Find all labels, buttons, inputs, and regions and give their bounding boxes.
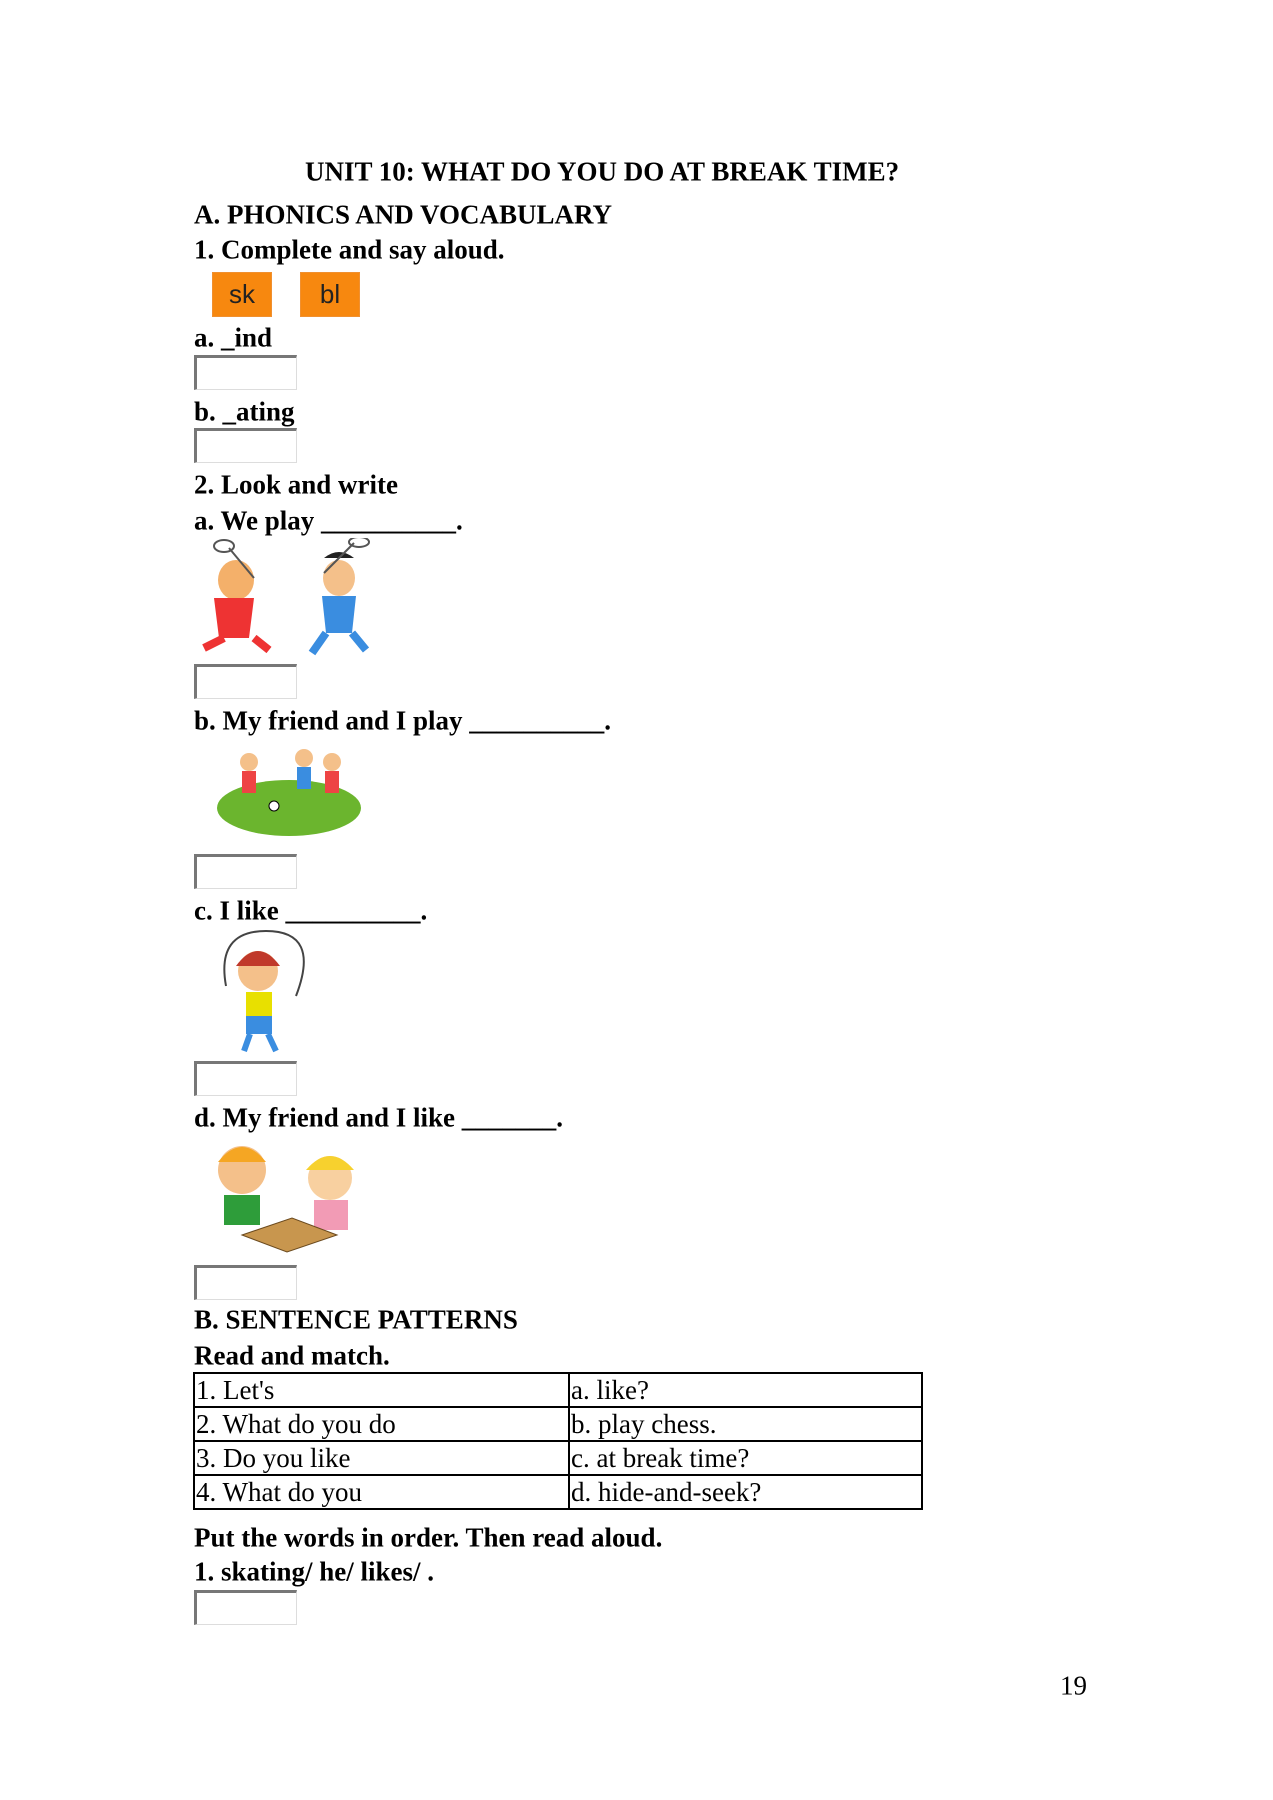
answer-input-2d[interactable] [194, 1265, 297, 1300]
exercise-1-title: 1. Complete and say aloud. [194, 234, 505, 265]
phonics-chip-bl: bl [300, 272, 360, 317]
chess-image [202, 1140, 370, 1256]
section-b-heading: B. SENTENCE PATTERNS [194, 1304, 518, 1335]
table-cell: 3. Do you like [194, 1441, 569, 1475]
ex2-item-c: c. I like __________. [194, 895, 428, 926]
ex1-item-a: a. _ind [194, 322, 273, 353]
answer-input-2c[interactable] [194, 1061, 297, 1096]
table-cell: b. play chess. [569, 1407, 922, 1441]
badminton-image [194, 538, 384, 662]
answer-input-1b[interactable] [194, 428, 297, 463]
table-cell: c. at break time? [569, 1441, 922, 1475]
ex2-item-a: a. We play __________. [194, 505, 463, 536]
exercise-2-title: 2. Look and write [194, 469, 399, 500]
table-cell: d. hide-and-seek? [569, 1475, 922, 1509]
skipping-rope-image [206, 926, 321, 1060]
order-title: Put the words in order. Then read aloud. [194, 1522, 663, 1553]
table-cell: 4. What do you [194, 1475, 569, 1509]
table-cell: a. like? [569, 1373, 922, 1407]
answer-input-order-1[interactable] [194, 1590, 297, 1625]
table-cell: 1. Let's [194, 1373, 569, 1407]
ex1-item-b: b. _ating [194, 396, 295, 427]
ex2-item-d: d. My friend and I like _______. [194, 1102, 564, 1133]
phonics-chip-sk: sk [212, 272, 272, 317]
answer-input-1a[interactable] [194, 355, 297, 390]
answer-input-2b[interactable] [194, 854, 297, 889]
page-title: UNIT 10: WHAT DO YOU DO AT BREAK TIME? [305, 156, 900, 187]
section-a-heading: A. PHONICS AND VOCABULARY [194, 199, 613, 230]
table-row [194, 1441, 922, 1475]
match-table [193, 1372, 923, 1510]
page-number: 19 [1060, 1670, 1087, 1701]
table-row [194, 1407, 922, 1441]
table-row [194, 1475, 922, 1509]
table-row [194, 1373, 922, 1407]
table-cell: 2. What do you do [194, 1407, 569, 1441]
football-image [214, 746, 364, 842]
match-title: Read and match. [194, 1340, 390, 1371]
answer-input-2a[interactable] [194, 664, 297, 699]
ex2-item-b: b. My friend and I play __________. [194, 705, 612, 736]
order-item-1: 1. skating/ he/ likes/ . [194, 1556, 435, 1587]
